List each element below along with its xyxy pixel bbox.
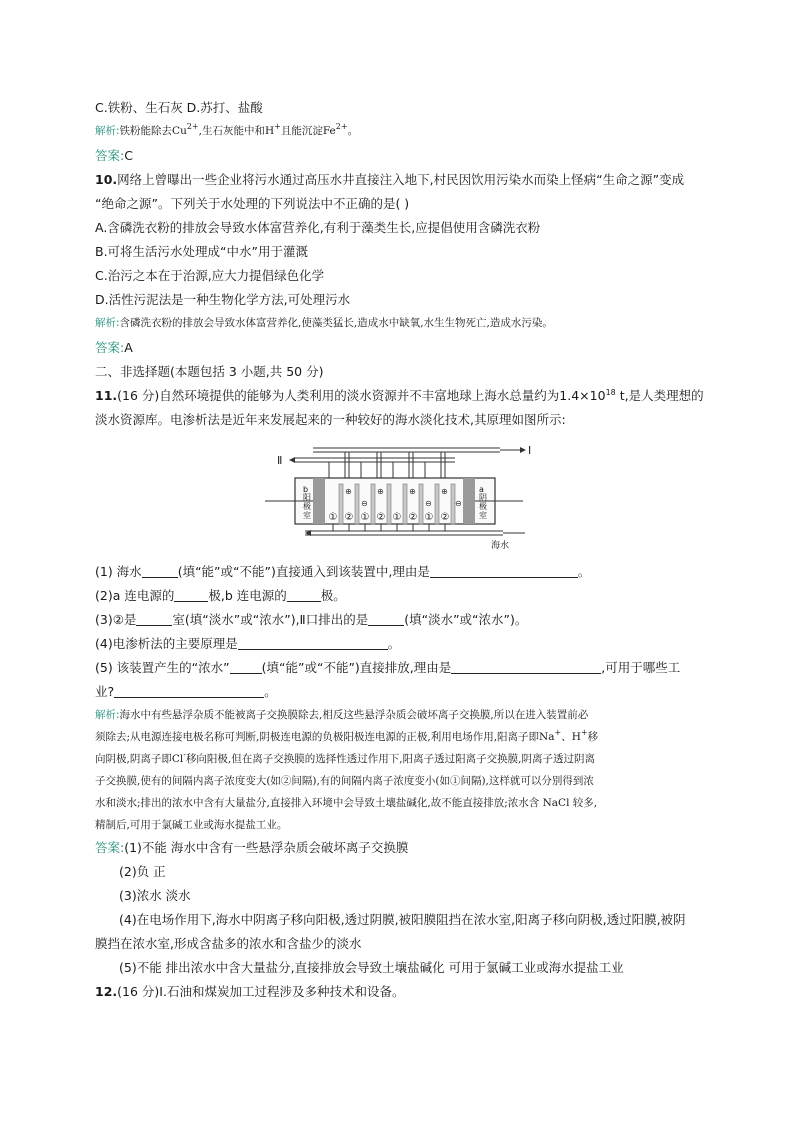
compartment-label: ①: [392, 512, 402, 523]
q10-option-b: B.可将生活污水处理成“中水”用于灌溉: [95, 244, 309, 259]
answer-blank[interactable]: [174, 587, 208, 602]
anion-marker: ⊖: [425, 499, 432, 508]
outlet-II-label: Ⅱ: [277, 454, 283, 467]
question-number: 12.: [95, 984, 118, 999]
q10-option-a: A.含磷洗衣粉的排放会导致水体富营养化,有利于藻类生长,应提倡使用含磷洗衣粉: [95, 220, 541, 235]
cation-marker: ⊕: [345, 487, 352, 496]
q11-stem-line2: 淡水资源库。电渗析法是近年来发展起来的一种较好的海水淡化技术,其原理如图所示:: [95, 412, 566, 427]
compartment-label: ②: [408, 512, 418, 523]
answer-blank[interactable]: [238, 635, 388, 650]
answer-blank[interactable]: [136, 611, 172, 626]
q11-answer-3: (3)浓水 淡水: [119, 888, 191, 903]
cation-marker: ⊕: [409, 487, 416, 496]
q11-answer-4: (4)在电场作用下,海水中阴离子移向阳极,透过阴膜,被阳膜阻挡在浓水室,阳离子移向阴极,透过阳膜,被阴: [119, 912, 686, 927]
q11-jiexi: 解析:海水中有些悬浮杂质不能被离子交换膜除去,相反这些悬浮杂质会破坏离子交换膜,所以在进入装置前必 须除去;从电源连接电极名称可判断,阴极连电源的负极阳极连电源的正极,利用电场作用,阳离子即Na+、H+移 向阴极,阴离子即Cl-移向阳极,但在离子交换膜的选择性透过作用下,阳离子透过阳离子交换膜,阴离子透过阴离 子交换膜,使有的间隔内离子浓度变大(如②间隔),有的间隔内离子浓度变小(如①间隔),这样就可以分别得到浓 水和淡水;排出的浓水中含有大量盐分,直接排入环境中会导致土壤盐碱化,故不能直接排放;浓水含 NaCl 较多, 精制后,可用于氯碱工业或海水提盐工业。: [95, 709, 599, 831]
cathode-chamber-label: 室: [479, 511, 487, 520]
anode-chamber-label: 极: [303, 502, 311, 511]
jiexi-label: 解析:: [95, 709, 120, 721]
anode-chamber-label: 阳: [303, 493, 311, 502]
answer-blank[interactable]: [451, 659, 601, 674]
anion-marker: ⊖: [361, 499, 368, 508]
cathode-electrode: [463, 478, 475, 524]
section-heading: 二、非选择题(本题包括 3 小题,共 50 分): [95, 364, 324, 379]
q11-sub5-cont: 业? 。: [95, 684, 277, 699]
q11-answer-1: 答案:(1)不能 海水中含有一些悬浮杂质会破坏离子交换膜: [95, 840, 409, 855]
q10-option-d: D.活性污泥法是一种生物化学方法,可处理污水: [95, 292, 351, 307]
q9-jiexi: 解析:铁粉能除去$Cu^{2+}$,生石灰能中和H+且能沉淀$Fe^{2+}$。: [95, 122, 359, 137]
answer-blank[interactable]: [142, 563, 178, 578]
q11-sub1: (1) 海水 (填“能”或“不能”)直接通入到该装置中,理由是 。: [95, 564, 591, 579]
cathode-chamber-label: 阴: [479, 493, 487, 502]
cation-marker: ⊕: [377, 487, 384, 496]
cathode-chamber-label: 极: [479, 502, 487, 511]
q10-stem-line2: “绝命之源”。下列关于水处理的下列说法中不正确的是( ): [95, 196, 410, 211]
answer-blank[interactable]: [287, 587, 321, 602]
electrodialysis-diagram: [265, 436, 535, 558]
compartment-label: ②: [376, 512, 386, 523]
q11-sub4: (4)电渗析法的主要原理是 。: [95, 636, 401, 651]
q11-answer-5: (5)不能 排出浓水中含大量盐分,直接排放会导致土壤盐碱化 可用于氯碱工业或海水提盐工业: [119, 960, 624, 975]
q10-jiexi: 解析:含磷洗衣粉的排放会导致水体富营养化,使藻类猛长,造成水中缺氧,水生生物死亡,造成水污染。: [95, 317, 553, 329]
q11-sub5: (5) 该装置产生的“浓水” (填“能”或“不能”)直接排放,理由是 ,可用于哪些工: [95, 660, 681, 675]
q10-answer: 答案:A: [95, 340, 133, 355]
q9-options-cd: C.铁粉、生石灰 D.苏打、盐酸: [95, 100, 263, 115]
anode-chamber-label: 室: [303, 511, 311, 520]
q11-answer-4-cont: 膜挡在浓水室,形成含盐多的浓水和含盐少的淡水: [95, 936, 362, 951]
question-number: 11.: [95, 388, 118, 403]
compartment-label: ①: [328, 512, 338, 523]
outlet-I-label: I: [528, 444, 532, 457]
anode-electrode: [313, 478, 325, 524]
jiexi-label: 解析:: [95, 125, 120, 137]
terminal-b-label: b: [303, 485, 309, 494]
q12-stem: 12.(16 分)Ⅰ.石油和煤炭加工过程涉及多种技术和设备。: [95, 984, 405, 999]
jiexi-label: 解析:: [95, 317, 120, 329]
q11-stem-line1: 11.(16 分)自然环境提供的能够为人类利用的淡水资源并不丰富地球上海水总量约为$1.4\times 10^{18}$ t,是人类理想的: [95, 388, 704, 403]
answer-blank[interactable]: [230, 659, 262, 674]
compartment-label: ②: [344, 512, 354, 523]
seawater-inlet-label: 海水: [491, 541, 510, 551]
q11-answer-2: (2)负 正: [119, 864, 166, 879]
answer-label: 答案:: [95, 340, 125, 355]
compartment-label: ②: [440, 512, 450, 523]
q10-option-c: C.治污之本在于治源,应大力提倡绿色化学: [95, 268, 325, 283]
compartment-label: ①: [360, 512, 370, 523]
terminal-a-label: a: [479, 485, 484, 494]
question-number: 10.: [95, 172, 118, 187]
answer-label: 答案:: [95, 840, 125, 855]
document-page: [95, 96, 705, 1004]
answer-blank[interactable]: [114, 683, 264, 698]
q11-sub3: (3)②是 室(填“淡水”或“浓水”),Ⅱ口排出的是 (填“淡水”或“浓水”)。: [95, 612, 528, 627]
answer-blank[interactable]: [430, 563, 578, 578]
q9-answer: 答案:C: [95, 148, 133, 163]
anion-marker: ⊖: [455, 499, 462, 508]
q10-stem-line1: 10.网络上曾曝出一些企业将污水通过高压水井直接注入地下,村民因饮用污染水而染上怪病“生命之源”变成: [95, 172, 685, 187]
answer-blank[interactable]: [368, 611, 404, 626]
cation-marker: ⊕: [441, 487, 448, 496]
answer-label: 答案:: [95, 148, 125, 163]
compartment-label: ①: [424, 512, 434, 523]
q11-sub2: (2)a 连电源的 极,b 连电源的 极。: [95, 588, 346, 603]
